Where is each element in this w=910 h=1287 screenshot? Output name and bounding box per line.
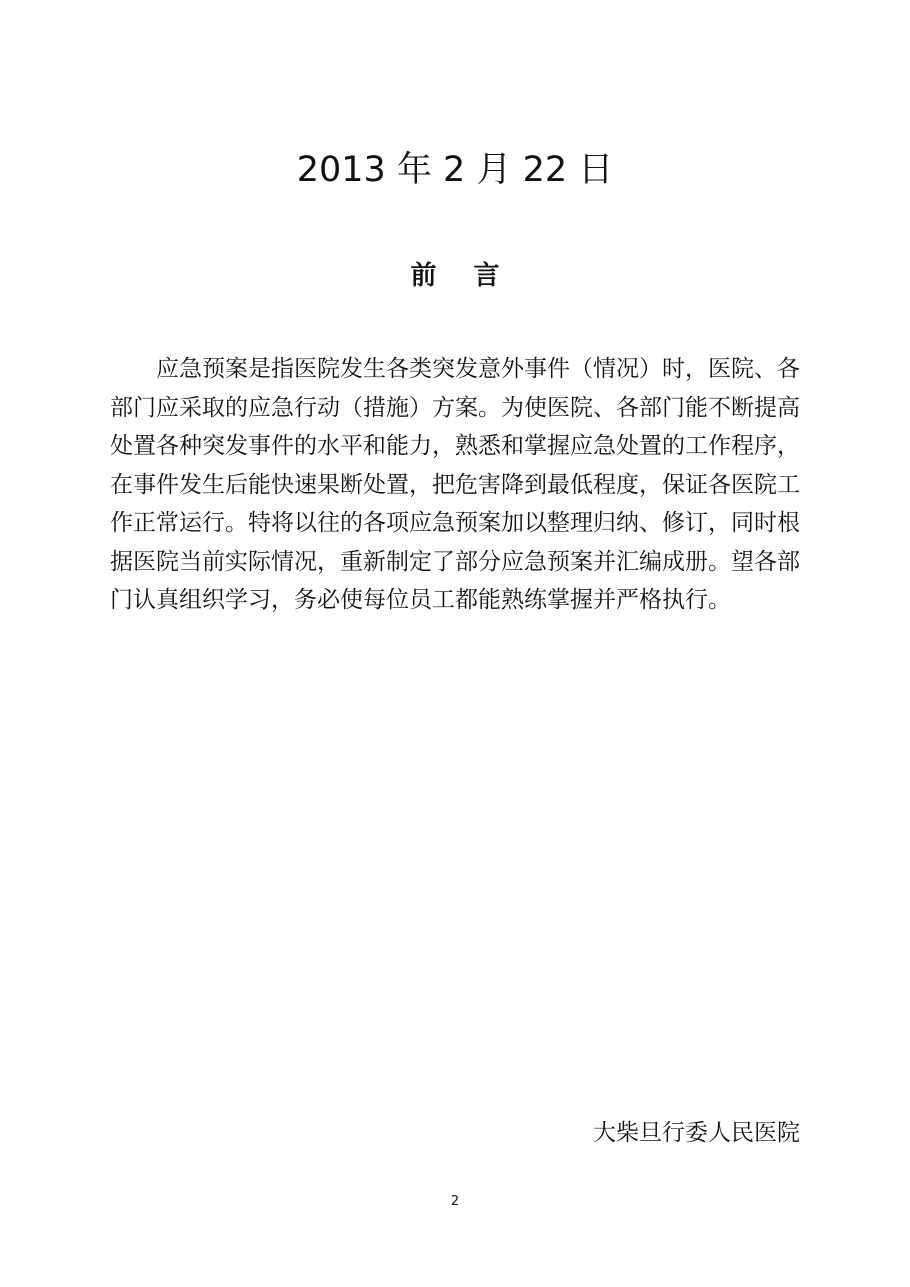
preface-body: 应急预案是指医院发生各类突发意外事件（情况）时，医院、各部门应采取的应急行动（措施）方案。为使医院、各部门能不断提高处置各种突发事件的水平和能力，熟悉和掌握应急处置的工作程序，在事件发生后能快速果断处置，把危害降到最低程度，保证各医院工作正常运行。特将以往的各项应急预案加以整理归纳、修订，同时根据医院当前实际情况，重新制定了部分应急预案并汇编成册。望各部门认真组织学习，务必使每位员工都能熟练掌握并严格执行。 xyxy=(110,356,800,613)
signature: 大柴旦行委人民医院 xyxy=(593,1120,800,1146)
preface-heading: 前 言 xyxy=(410,261,514,291)
date-line: 2013 年 2 月 22 日 xyxy=(296,150,614,190)
page-number: 2 xyxy=(450,1194,460,1209)
